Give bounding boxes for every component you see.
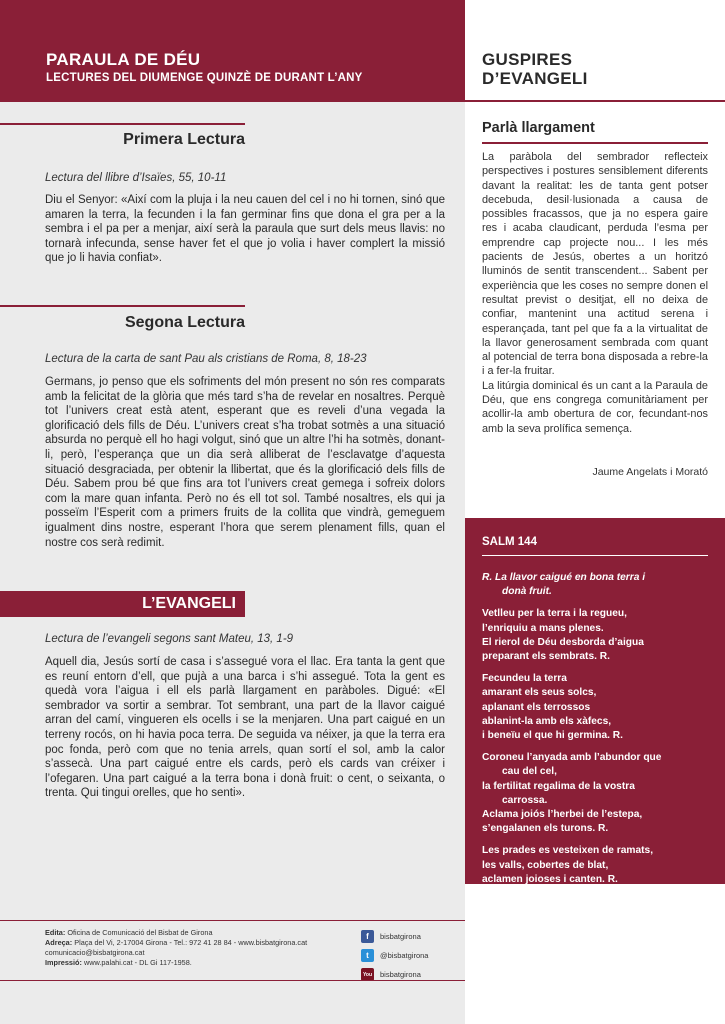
edita-value: Oficina de Comunicació del Bisbat de Girona (67, 928, 213, 937)
salm-line: Vetlleu per la terra i la regueu, (482, 608, 627, 620)
evangeli-reference: Lectura de l’evangeli segons sant Mateu, 13, 1-9 (45, 633, 294, 645)
salm-line: amarant els seus solcs, (482, 687, 597, 699)
salm-stanza-gap (482, 743, 718, 751)
guspires-paragraph-1: La paràbola del sembrador reflecteix perspectives i postures sensiblement diferents davant la realitat: les de tanta gent potser decebuda, desil·lusionada a causa de possibles fracassos, que ja no espera gaire res i acaba claudicant, perduda l’esma per emprendre cap projecte nou... I les més pacients de Jesús, obertes a un horitzó lluminós de sentit transcendent... Sabent per experiència que les coses no sempre donen el resultat previst o desitjat, ell no deixa de confiar, mantenint una actitud serena i esperançada, tant pel que fa a la virtualitat de la llavor generosament sembrada com quant al potencial de terra bona disposada a rebre-la i a fer-la fruitar. (482, 151, 708, 378)
primera-rule (0, 123, 245, 125)
page-subtitle: LECTURES DEL DIUMENGE QUINZÈ DE DURANT L’ANY (46, 72, 363, 84)
footer-rule-top (0, 920, 465, 921)
primera-text: Diu el Senyor: «Així com la pluja i la neu cauen del cel i no hi tornen, sinó que amaren la terra, la fecunden i la fan germinar fins que dona el gra per a la sembra i el pa per a menjar, així serà la paraula que surt dels meus llavis: no tornarà infecunda, sense haver fet el que jo volia i haver complert la missió que jo li havia confiat». (45, 194, 445, 265)
evangeli-text: Aquell dia, Jesús sortí de casa i s’assegué vora el llac. Era tanta la gent que es reuní entorn d’ell, que pujà a una barca i s’hi assegué. Tota la gent es quedà vora l’aigua i ell els parlà llargament en paràboles. Digué: «El sembrador va sortir a sembrar. Tot sembrant, una part de la llavor caigué arran del camí, vingueren els ocells i se la menjaren. Una part caigué en un terreny rocós, on hi havia poca terra. De seguida va néixer, ja que la terra era poc fonda, però com que no tenia arrels, quan sortí el sol, amb la calor s’assecà. Una part caigué entre els cards, però els cards van créixer i l’ofegaren. Una part caigué a la terra bona i donà fruit: o cent, o seixanta, o trenta. Qui tingui orelles, que ho senti». (45, 656, 445, 800)
social-twitter[interactable] (361, 946, 461, 965)
email-link[interactable]: comunicacio@bisbatgirona.cat (45, 948, 145, 957)
impressio-label: Impressió: (45, 958, 82, 967)
social-youtube[interactable] (361, 965, 461, 984)
segona-text: Germans, jo penso que els sofriments del món present no són res comparats amb la felicitat de la glòria que més tard s’ha de revelar en nosaltres. Perquè tot l’univers creat està atent, esperant que es reveli d’una vegada la glorificació dels fills de Déu. L’univers creat s’ha trobat sotmès a una situació absurda no perquè ell ho hagi volgut, sinó que un altre l’hi ha sotmès, donant-li, però, l’esperança que un dia serà alliberat de l’esclavatge d’aquesta situació desgraciada, per obtenir la llibertat, que és la glorificació dels fills de Déu. Sabem prou bé que fins ara tot l’univers creat gemega i sofreix dolors com la mare quan infanta. Però no és ell tot sol. També nosaltres, els qui ja posseïm l’Esperit com a primers fruits de la collita que vindrà, gemeguem igualment dins nostre, esperant l’hora que serem plenament fills, quan el nostre cos serà redimit. (45, 376, 445, 549)
guspires-title-line-1: GUSPIRES (482, 50, 573, 69)
salm-line: R. La llavor caigué en bona terra i (482, 572, 646, 583)
salm-title: SALM 144 (482, 536, 537, 548)
salm-line: Coroneu l’anyada amb l’abundor que (482, 752, 662, 764)
salm-line: Aclama joiós l’herbei de l’estepa, (482, 809, 643, 821)
youtube-handle: bisbatgirona (380, 970, 421, 979)
salm-stanza-gap (482, 599, 718, 607)
page-title: PARAULA DE DÉU (46, 50, 201, 69)
salm-line: la fertilitat regalima de la vostra (482, 780, 635, 792)
evangeli-heading: L’EVANGELI (0, 591, 245, 617)
guspires-heading: Parlà llargament (482, 120, 595, 136)
guspires-paragraph-2: La litúrgia dominical és un cant a la Paraula de Déu, que ens congrega comunitàriament per acollir-la amb obertura de cor, fecundant-nos amb la seva prolífica semença. (482, 379, 708, 435)
salm-lines (482, 571, 718, 887)
adreca-label: Adreça: (45, 938, 73, 947)
salm-line: les valls, cobertes de blat, (482, 859, 609, 871)
salm-rule (482, 555, 708, 556)
segona-rule (0, 305, 245, 307)
salm-line: Fecundeu la terra (482, 673, 567, 685)
guspires-author: Jaume Angelats i Morató (592, 466, 708, 478)
salm-stanza-gap (482, 664, 718, 672)
footer-credits (45, 928, 345, 968)
segona-reference: Lectura de la carta de sant Pau als cristians de Roma, 8, 18-23 (45, 353, 367, 365)
salm-line: aclamen joioses i canten. R. (482, 873, 618, 885)
facebook-icon: f (361, 930, 374, 943)
salm-line: cau del cel, (502, 766, 557, 778)
salm-line: ablanint-la amb els xàfecs, (482, 715, 612, 727)
salm-stanza-gap (482, 836, 718, 844)
salm-line: l’enriquiu a mans plenes. (482, 622, 604, 634)
edita-label: Edita: (45, 928, 66, 937)
twitter-icon: t (361, 949, 374, 962)
salm-line: i beneïu el que hi germina. R. (482, 730, 623, 742)
salm-line: Les prades es vesteixen de ramats, (482, 845, 654, 857)
guspires-header (465, 0, 725, 102)
guspires-title-line-2: D’EVANGELI (482, 69, 588, 88)
primera-heading: Primera Lectura (123, 131, 245, 148)
adreca-value: Plaça del Vi, 2-17004 Girona - Tel.: 972 41 28 84 - www.bisbatgirona.cat (74, 938, 308, 947)
guspires-text (482, 150, 708, 436)
primera-reference: Lectura del llibre d’Isaïes, 55, 10-11 (45, 172, 227, 184)
page-header (0, 0, 465, 102)
salm-line: aplanant els terrossos (482, 701, 591, 713)
salm-line: preparant els sembrats. R. (482, 651, 610, 663)
social-facebook[interactable] (361, 927, 461, 946)
salm-line: s’engalanen els turons. R. (482, 823, 609, 835)
salm-box (465, 518, 725, 884)
youtube-icon: You (361, 968, 374, 981)
guspires-rule (482, 142, 708, 144)
social-links (361, 927, 461, 984)
facebook-handle: bisbatgirona (380, 932, 421, 941)
salm-line: donà fruit. (502, 586, 552, 598)
salm-line: carrossa. (502, 794, 548, 806)
footer-rule-bottom (0, 980, 465, 981)
impressio-value: www.palahi.cat - DL Gi 117-1958. (83, 958, 192, 967)
salm-line: El rierol de Déu desborda d’aigua (482, 636, 644, 648)
segona-heading: Segona Lectura (124, 314, 245, 331)
twitter-handle: @bisbatgirona (380, 951, 429, 960)
